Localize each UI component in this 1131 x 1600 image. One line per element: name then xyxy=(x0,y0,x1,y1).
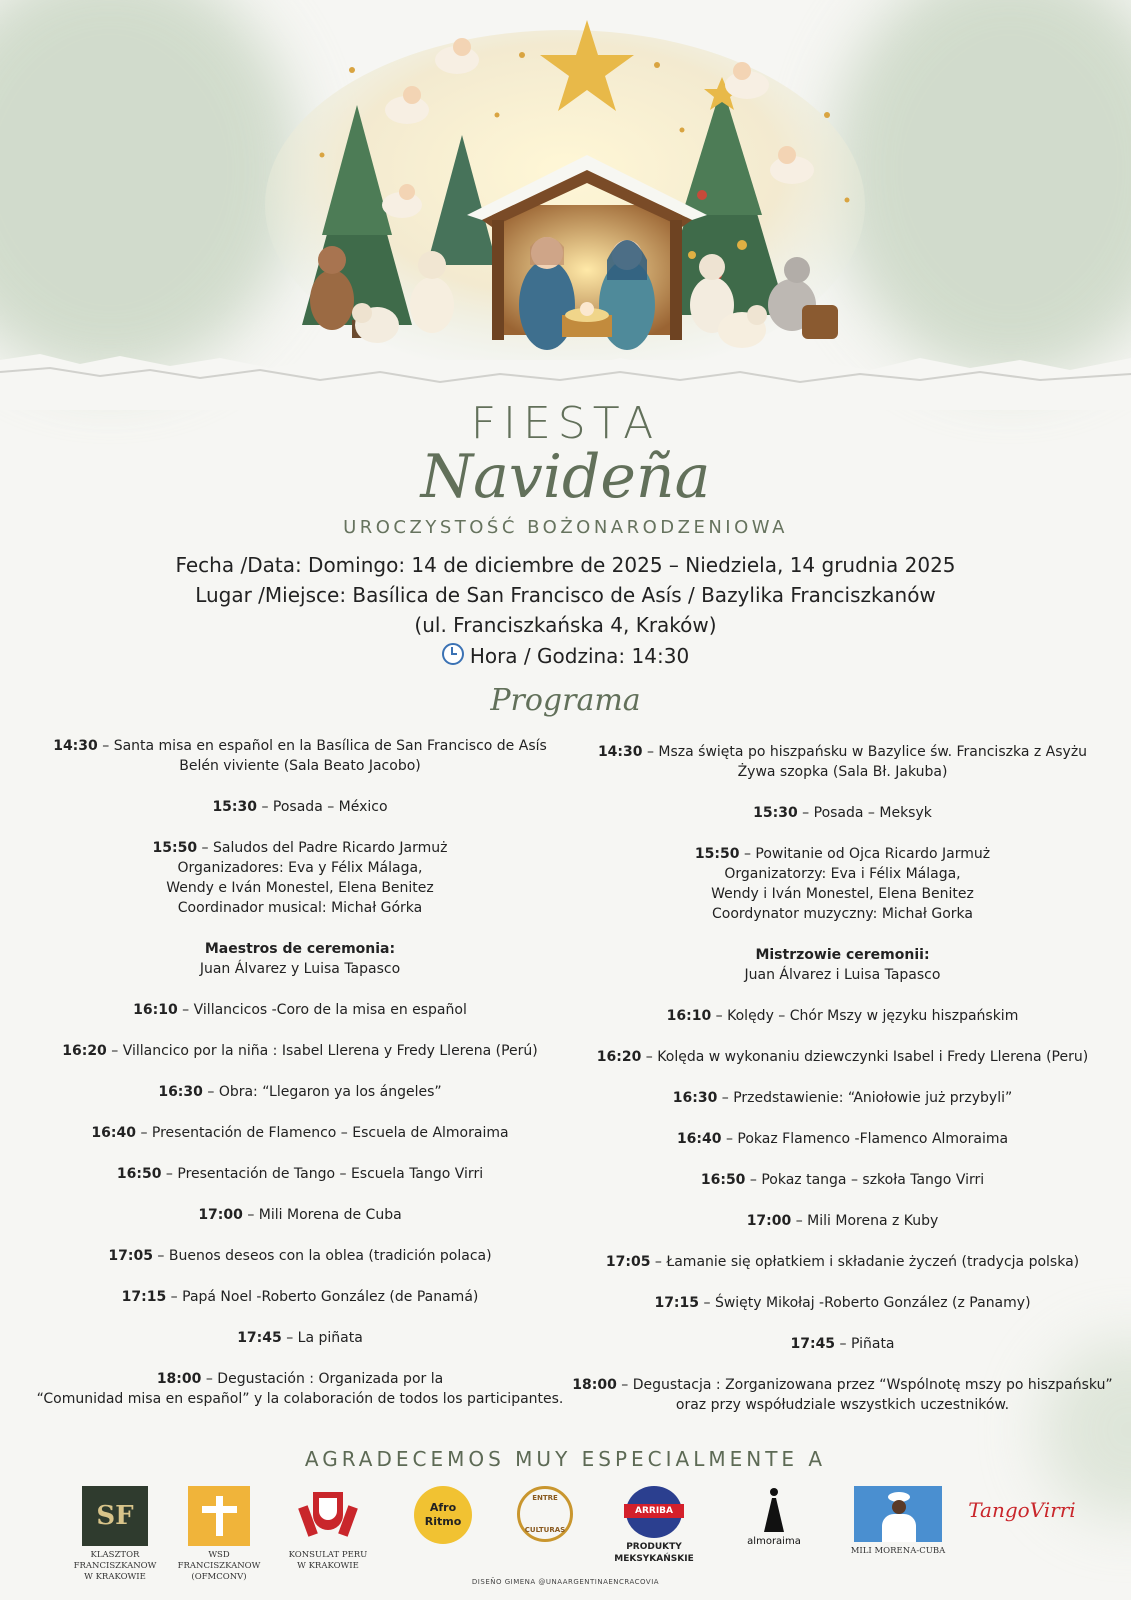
program-time: 14:30 xyxy=(597,744,643,760)
event-date: Fecha /Data: Domingo: 14 de diciembre de 2025 – Niedziela, 14 grudnia 2025 xyxy=(175,553,956,577)
program-line: Villancicos -Coro de la misa en español xyxy=(193,1002,467,1018)
program-item: 17:05 – Łamanie się opłatkiem i składanie życzeń (tradycja polska) xyxy=(605,1254,1080,1270)
program-line: Presentación de Flamenco – Escuela de Almoraima xyxy=(151,1125,509,1141)
program-line: oraz przy współudziale wszystkich uczestników. xyxy=(675,1397,1010,1413)
program-item: 16:50 – Presentación de Tango – Escuela Tango Virri xyxy=(116,1166,484,1182)
program-item: 18:00 – Degustación : Organizada por la “Comunidad misa en español” y la colaboración de todos los participantes. xyxy=(36,1371,564,1407)
program-time: 17:05 xyxy=(605,1254,651,1270)
program-heading: Maestros de ceremonia: xyxy=(204,941,396,957)
program-line: La piñata xyxy=(297,1330,363,1346)
title-navidena: Navideña xyxy=(420,442,711,512)
logo-konsulat xyxy=(284,1486,372,1572)
program-item: 17:00 – Mili Morena z Kuby xyxy=(746,1213,939,1229)
almoraima-text: almoraima xyxy=(747,1536,801,1547)
program-line: Papá Noel -Roberto González (de Panamá) xyxy=(182,1289,479,1305)
klasztor-caption: KLASZTOR FRANCISZKANOW W KRAKOWIE xyxy=(73,1550,157,1582)
program-item: 16:30 – Przedstawienie: “Aniołowie już przybyli” xyxy=(672,1090,1013,1106)
entre-top-text: ENTRE xyxy=(532,1494,558,1502)
program-line: Presentación de Tango – Escuela Tango Virri xyxy=(177,1166,484,1182)
program-item: 16:50 – Pokaz tanga – szkoła Tango Virri xyxy=(700,1172,985,1188)
program-item: 16:40 – Pokaz Flamenco -Flamenco Almoraima xyxy=(676,1131,1009,1147)
wsd-cross-icon xyxy=(188,1486,250,1546)
afro-ritmo-badge-icon xyxy=(414,1486,472,1544)
logo-entre-culturas xyxy=(514,1486,576,1542)
program-line: Łamanie się opłatkiem i składanie życzeń (tradycja polska) xyxy=(666,1254,1080,1270)
peru-coat-of-arms-icon xyxy=(303,1486,353,1546)
program-line: Piñata xyxy=(850,1336,895,1352)
mili-morena-caption: MILI MORENA-CUBA xyxy=(850,1546,946,1556)
logo-arriba xyxy=(610,1486,698,1565)
program-time: 16:10 xyxy=(666,1008,712,1024)
program-line: Kolędy – Chór Mszy w języku hiszpańskim xyxy=(727,1008,1019,1024)
program-line: Msza święta po hiszpańsku w Bazylice św. Franciszka z Asyżu xyxy=(658,744,1088,760)
program-line: Przedstawienie: “Aniołowie już przybyli” xyxy=(733,1090,1013,1106)
program-line: Coordynator muzyczny: Michał Gorka xyxy=(712,906,973,922)
arriba-badge-text: ARRIBA xyxy=(624,1504,684,1518)
mili-morena-photo xyxy=(854,1486,942,1542)
program-item: 17:45 – La piñata xyxy=(237,1330,363,1346)
event-time-row xyxy=(0,643,1131,668)
program-item: 15:50 – Saludos del Padre Ricardo Jarmuż Organizadores: Eva y Félix Málaga, Wendy e Iván Monestel, Elena Benitez Coordinador musical: Michał Górka xyxy=(152,840,448,916)
program-item: 16:20 – Kolęda w wykonaniu dziewczynki Isabel i Fredy Llerena (Peru) xyxy=(596,1049,1089,1065)
program-line: Juan Álvarez i Luisa Tapasco xyxy=(744,967,941,983)
program-time: 17:15 xyxy=(121,1289,167,1305)
program-time: 16:50 xyxy=(116,1166,162,1182)
program-line: “Comunidad misa en español” y la colaboración de todos los participantes. xyxy=(36,1391,564,1407)
program-item xyxy=(20,939,580,979)
logo-tango-virri xyxy=(962,1498,1082,1522)
program-time: 15:30 xyxy=(753,805,798,821)
program-time: 17:45 xyxy=(237,1330,282,1346)
watercolor-wash-right xyxy=(830,0,1131,380)
program-line: Buenos deseos con la oblea (tradición polaca) xyxy=(168,1248,492,1264)
program-time: 16:30 xyxy=(158,1084,203,1100)
program-item: 16:40 – Presentación de Flamenco – Escuela de Almoraima xyxy=(91,1125,509,1141)
program-line: Coordinador musical: Michał Górka xyxy=(177,900,423,916)
program-item: 16:10 – Kolędy – Chór Mszy w języku hiszpańskim xyxy=(666,1008,1019,1024)
event-time: Hora / Godzina: 14:30 xyxy=(469,644,690,668)
program-polish xyxy=(565,742,1120,1436)
program-time: 15:50 xyxy=(152,840,198,856)
konsulat-caption: KONSULAT PERU W KRAKOWIE xyxy=(288,1550,368,1571)
flamenco-dancer-icon xyxy=(754,1486,794,1534)
program-time: 16:30 xyxy=(672,1090,718,1106)
program-item: 16:20 – Villancico por la niña : Isabel Llerena y Fredy Llerena (Perú) xyxy=(62,1043,538,1059)
program-time: 18:00 xyxy=(156,1371,202,1387)
program-line: Żywa szopka (Sala Bł. Jakuba) xyxy=(737,764,948,780)
program-time: 16:10 xyxy=(133,1002,178,1018)
program-item: 17:45 – Piñata xyxy=(790,1336,895,1352)
program-item: 17:15 – Święty Mikołaj -Roberto González (z Panamy) xyxy=(654,1295,1031,1311)
program-time: 15:50 xyxy=(694,846,740,862)
program-line: Juan Álvarez y Luisa Tapasco xyxy=(199,961,401,977)
entre-culturas-badge-icon xyxy=(517,1486,573,1542)
program-line: Degustacja : Zorganizowana przez “Wspólnotę mszy po hiszpańsku” xyxy=(632,1377,1113,1393)
nativity-illustration xyxy=(262,15,869,360)
program-item: 17:00 – Mili Morena de Cuba xyxy=(198,1207,402,1223)
logo-mili-morena xyxy=(846,1486,950,1557)
program-line: Pokaz tanga – szkoła Tango Virri xyxy=(761,1172,985,1188)
logo-almoraima xyxy=(726,1486,822,1547)
barrel-icon xyxy=(802,305,838,339)
program-time: 16:40 xyxy=(91,1125,136,1141)
logo-klasztor xyxy=(72,1486,158,1583)
program-line: Villancico por la niña : Isabel Llerena y Fredy Llerena (Perú) xyxy=(122,1043,538,1059)
arriba-badge-icon xyxy=(626,1486,682,1538)
programa-title: Programa xyxy=(490,683,641,718)
event-address: (ul. Franciszkańska 4, Kraków) xyxy=(414,613,717,637)
program-item xyxy=(565,945,1120,985)
subtitle: UROCZYSTOŚĆ BOŻONARODZENIOWA xyxy=(343,517,788,538)
program-line: Wendy i Iván Monestel, Elena Benitez xyxy=(711,886,974,902)
clock-icon xyxy=(442,643,464,665)
program-item: 15:50 – Powitanie od Ojca Ricardo Jarmuż Organizatorzy: Eva i Félix Málaga, Wendy i Iván Monestel, Elena Benitez Coordynator muzyczny: Michał Gorka xyxy=(694,846,991,922)
program-line: Belén viviente (Sala Beato Jacobo) xyxy=(179,758,421,774)
program-line: Pokaz Flamenco -Flamenco Almoraima xyxy=(737,1131,1009,1147)
program-time: 16:20 xyxy=(596,1049,642,1065)
program-line: Saludos del Padre Ricardo Jarmuż xyxy=(213,840,448,856)
program-line: Obra: “Llegaron ya los ángeles” xyxy=(218,1084,442,1100)
program-line: Organizadores: Eva y Félix Málaga, xyxy=(177,860,423,876)
afro-ritmo-text: Afro Ritmo xyxy=(424,1501,462,1528)
program-line: Degustación : Organizada por la xyxy=(217,1371,444,1387)
program-time: 16:20 xyxy=(62,1043,107,1059)
program-line: Organizatorzy: Eva i Félix Málaga, xyxy=(724,866,961,882)
thanks-heading: AGRADECEMOS MUY ESPECIALMENTE A xyxy=(304,1447,827,1471)
program-time: 16:40 xyxy=(676,1131,722,1147)
program-line: Mili Morena z Kuby xyxy=(807,1213,939,1229)
design-credit: DISEÑO GIMENA @UNAARGENTINAENCRACOVIA xyxy=(471,1578,660,1586)
program-time: 17:00 xyxy=(746,1213,792,1229)
program-item: 14:30 – Msza święta po hiszpańsku w Bazylice św. Franciszka z Asyżu Żywa szopka (Sala Bł. Jakuba) xyxy=(597,744,1088,780)
klasztor-emblem-icon: SF xyxy=(82,1486,148,1546)
program-time: 17:05 xyxy=(108,1248,153,1264)
logo-wsd xyxy=(176,1486,262,1583)
arriba-caption: PRODUKTY MEKSYKAŃSKIE xyxy=(614,1542,694,1564)
wsd-caption: WSD FRANCISZKANOW (OFMCONV) xyxy=(177,1550,261,1582)
program-time: 18:00 xyxy=(572,1377,617,1393)
program-time: 15:30 xyxy=(212,799,258,815)
program-spanish xyxy=(20,736,580,1430)
program-time: 16:50 xyxy=(700,1172,746,1188)
program-item: 15:30 – Posada – Meksyk xyxy=(753,805,932,821)
tango-virri-text: TangoVirri xyxy=(968,1498,1076,1522)
event-place: Lugar /Miejsce: Basílica de San Francisco de Asís / Bazylika Franciszkanów xyxy=(195,583,936,607)
program-line: Posada – México xyxy=(272,799,388,815)
watercolor-wash-left xyxy=(0,0,300,380)
title-fiesta: FIESTA xyxy=(470,398,661,449)
program-item: 16:30 – Obra: “Llegaron ya los ángeles” xyxy=(158,1084,442,1100)
logo-afro-ritmo xyxy=(408,1486,478,1544)
program-line: Wendy e Iván Monestel, Elena Benitez xyxy=(166,880,434,896)
program-line: Posada – Meksyk xyxy=(813,805,932,821)
program-line: Powitanie od Ojca Ricardo Jarmuż xyxy=(755,846,991,862)
program-item: 17:05 – Buenos deseos con la oblea (tradición polaca) xyxy=(108,1248,492,1264)
program-line: Mili Morena de Cuba xyxy=(258,1207,402,1223)
entre-bottom-text: CULTURAS xyxy=(524,1526,566,1534)
program-heading: Mistrzowie ceremonii: xyxy=(755,947,930,963)
program-line: Kolęda w wykonaniu dziewczynki Isabel i Fredy Llerena (Peru) xyxy=(657,1049,1089,1065)
program-item: 14:30 – Santa misa en español en la Basílica de San Francisco de Asís Belén viviente (Sala Beato Jacobo) xyxy=(53,738,547,774)
program-time: 14:30 xyxy=(53,738,98,754)
program-line: Santa misa en español en la Basílica de San Francisco de Asís xyxy=(113,738,547,754)
program-item: 17:15 – Papá Noel -Roberto González (de Panamá) xyxy=(121,1289,479,1305)
program-item: 16:10 – Villancicos -Coro de la misa en español xyxy=(133,1002,467,1018)
program-time: 17:45 xyxy=(790,1336,836,1352)
program-item: 18:00 – Degustacja : Zorganizowana przez “Wspólnotę mszy po hiszpańsku” oraz przy współudziale wszystkich uczestników. xyxy=(572,1377,1113,1413)
program-time: 17:15 xyxy=(654,1295,700,1311)
program-item: 15:30 – Posada – México xyxy=(212,799,388,815)
program-time: 17:00 xyxy=(198,1207,243,1223)
program-line: Święty Mikołaj -Roberto González (z Panamy) xyxy=(714,1295,1031,1311)
